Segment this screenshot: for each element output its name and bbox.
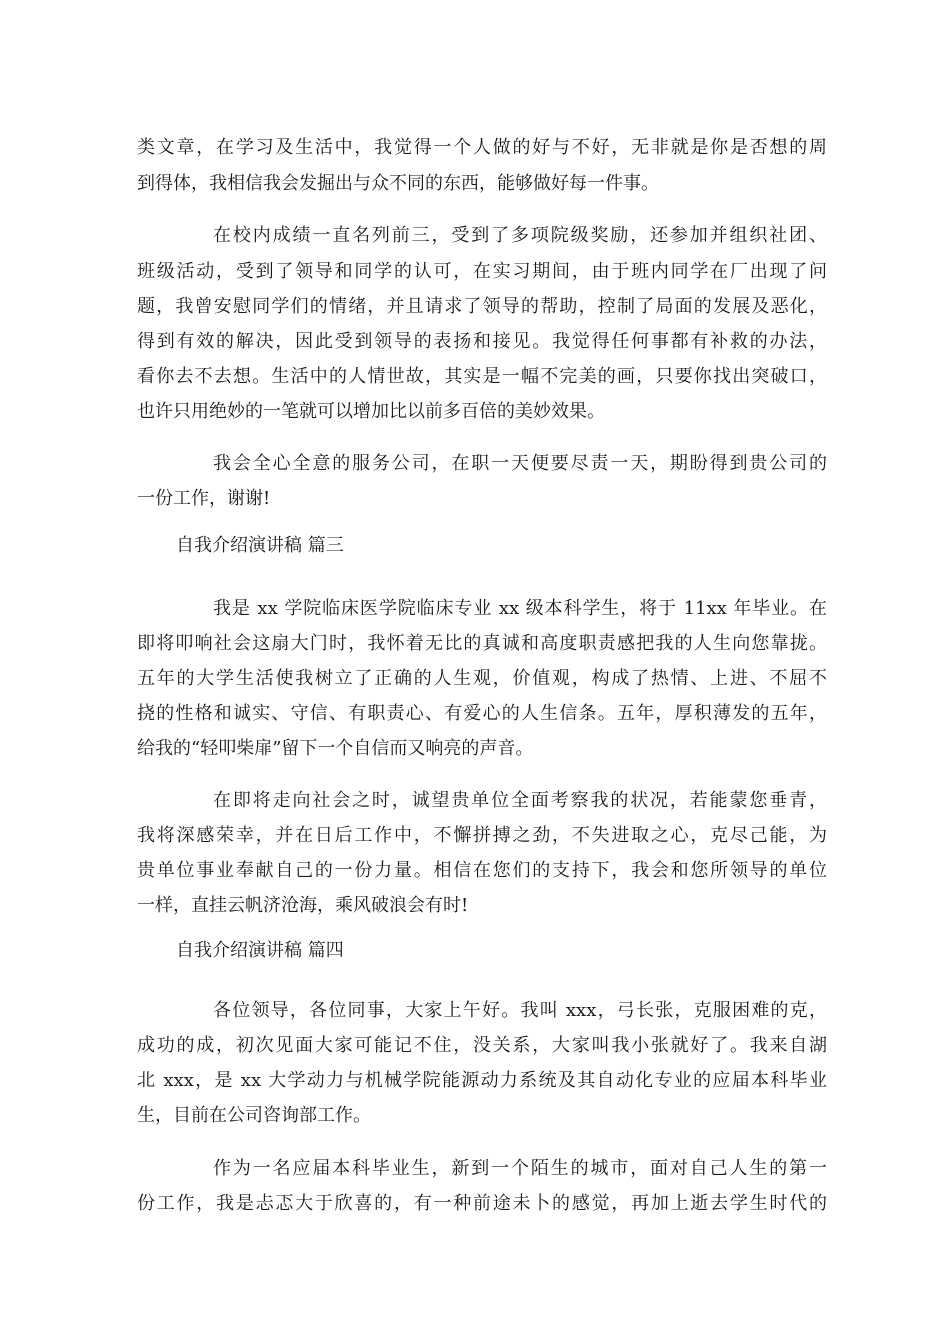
text-line: 在即将走向社会之时，诚望贵单位全面考察我的状况，若能蒙您垂青，: [213, 790, 827, 811]
text-line: 得到有效的解决，因此受到领导的表扬和接见。我觉得任何事都有补救的办法，: [137, 331, 827, 352]
text-line: 北 xxx，是 xx 大学动力与机械学院能源动力系统及其自动化专业的应届本科毕业: [137, 1070, 827, 1091]
text-line: 贵单位事业奉献自己的一份力量。相信在您们的支持下，我会和您所领导的单位: [137, 860, 827, 881]
text-line: 在校内成绩一直名列前三，受到了多项院级奖励，还参加并组织社团、: [213, 225, 827, 246]
text-line: 即将叩响社会这扇大门时，我怀着无比的真诚和高度职责感把我的人生向您靠拢。: [137, 633, 827, 654]
text-line: 一样，直挂云帆济沧海，乘风破浪会有时!: [137, 895, 469, 916]
text-line: 作为一名应届本科毕业生，新到一个陌生的城市，面对自己人生的第一: [213, 1158, 827, 1179]
section-heading: 自我介绍演讲稿 篇四: [176, 940, 344, 961]
text-line: 给我的“轻叩柴扉”留下一个自信而又响亮的声音。: [137, 738, 534, 759]
text-line: 我将深感荣幸，并在日后工作中，不懈拼搏之劲，不失进取之心，克尽己能，为: [137, 825, 827, 846]
text-line: 份工作，我是忐忑大于欣喜的，有一种前途未卜的感觉，再加上逝去学生时代的: [137, 1193, 827, 1214]
text-line: 五年的大学生活使我树立了正确的人生观，价值观，构成了热情、上进、不屈不: [137, 668, 827, 689]
text-line: 类文章，在学习及生活中，我觉得一个人做的好与不好，无非就是你是否想的周: [137, 137, 827, 158]
text-line: 我会全心全意的服务公司，在职一天便要尽责一天，期盼得到贵公司的: [213, 453, 827, 474]
text-line: 成功的成，初次见面大家可能记不住，没关系，大家叫我小张就好了。我来自湖: [137, 1035, 827, 1056]
text-line: 题，我曾安慰同学们的情绪，并且请求了领导的帮助，控制了局面的发展及恶化，: [137, 296, 827, 317]
text-line: 生，目前在公司咨询部工作。: [137, 1105, 371, 1126]
text-line: 挠的性格和诚实、守信、有职责心、有爱心的人生信条。五年，厚积薄发的五年，: [137, 703, 827, 724]
text-line: 各位领导，各位同事，大家上午好。我叫 xxx，弓长张，克服困难的克，: [213, 1000, 827, 1021]
text-line: 也许只用绝妙的一笔就可以增加比以前多百倍的美妙效果。: [137, 401, 605, 422]
section-heading: 自我介绍演讲稿 篇三: [176, 535, 344, 556]
text-line: 一份工作，谢谢!: [137, 488, 271, 509]
text-line: 我是 xx 学院临床医学院临床专业 xx 级本科学生，将于 11xx 年毕业。在: [213, 598, 827, 619]
text-line: 到得体，我相信我会发掘出与众不同的东西，能够做好每一件事。: [137, 173, 659, 194]
text-line: 班级活动，受到了领导和同学的认可，在实习期间，由于班内同学在厂出现了问: [137, 261, 827, 282]
text-line: 看你去不去想。生活中的人情世故，其实是一幅不完美的画，只要你找出突破口，: [137, 366, 827, 387]
